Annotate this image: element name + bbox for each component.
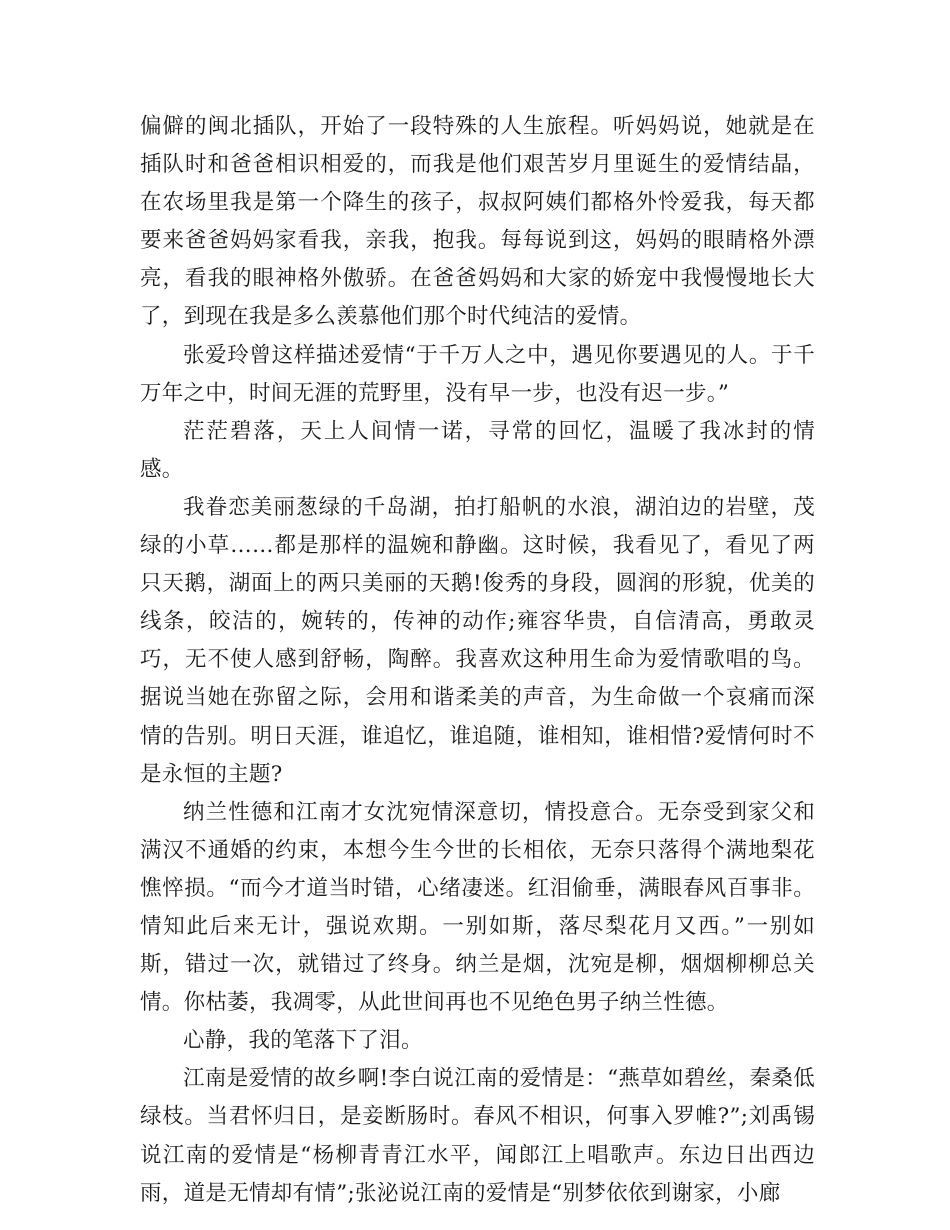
document-body [140, 108, 815, 1213]
paragraph-3: 茫茫碧落，天上人间情一诺，寻常的回忆，温暖了我冰封的情感。 [140, 418, 815, 482]
paragraph-4: 我眷恋美丽葱绿的千岛湖，拍打船帆的水浪，湖泊边的岩壁，茂绿的小草……都是那样的温婉和静幽。这时候，我看见了，看见了两只天鹅，湖面上的两只美丽的天鹅!俊秀的身段，圆润的形貌，优美的线条，皎洁的，婉转的，传神的动作;雍容华贵，自信清高，勇敢灵巧，无不使人感到舒畅，陶醉。我喜欢这种用生命为爱情歌唱的鸟。据说当她在弥留之际，会用和谐柔美的声音，为生命做一个哀痛而深情的告别。明日天涯，谁追忆，谁追随，谁相知，谁相惜?爱情何时不是永恒的主题? [140, 494, 815, 787]
paragraph-2: 张爱玲曾这样描述爱情“于千万人之中，遇见你要遇见的人。于千万年之中，时间无涯的荒野里，没有早一步，也没有迟一步。” [140, 342, 815, 406]
paragraph-6: 心静，我的笔落下了泪。 [183, 1028, 423, 1054]
paragraph-7: 江南是爱情的故乡啊!李白说江南的爱情是：“燕草如碧丝，秦桑低绿枝。当君怀归日，是妾断肠时。春风不相识，何事入罗帷?”;刘禹锡说江南的爱情是“杨柳青青江水平，闻郎江上唱歌声。东边日出西边雨，道是无情却有情”;张泌说江南的爱情是“别梦依依到谢家，小廊 [140, 1066, 815, 1206]
paragraph-1: 偏僻的闽北插队，开始了一段特殊的人生旅程。听妈妈说，她就是在插队时和爸爸相识相爱的，而我是他们艰苦岁月里诞生的爱情结晶，在农场里我是第一个降生的孩子，叔叔阿姨们都格外怜爱我，每天都要来爸爸妈妈家看我，亲我，抱我。每每说到这，妈妈的眼睛格外漂亮，看我的眼神格外傲骄。在爸爸妈妈和大家的娇宠中我慢慢地长大了，到现在我是多么羡慕他们那个时代纯洁的爱情。 [140, 114, 815, 330]
paragraph-5: 纳兰性德和江南才女沈宛情深意切，情投意合。无奈受到家父和满汉不通婚的约束，本想今生今世的长相依，无奈只落得个满地梨花憔悴损。“而今才道当时错，心绪凄迷。红泪偷垂，满眼春风百事非。情知此后来无计，强说欢期。一别如斯，落尽梨花月又西。”一别如斯，错过一次，就错过了终身。纳兰是烟，沈宛是柳，烟烟柳柳总关情。你枯萎，我凋零，从此世间再也不见绝色男子纳兰性德。 [140, 799, 815, 1016]
